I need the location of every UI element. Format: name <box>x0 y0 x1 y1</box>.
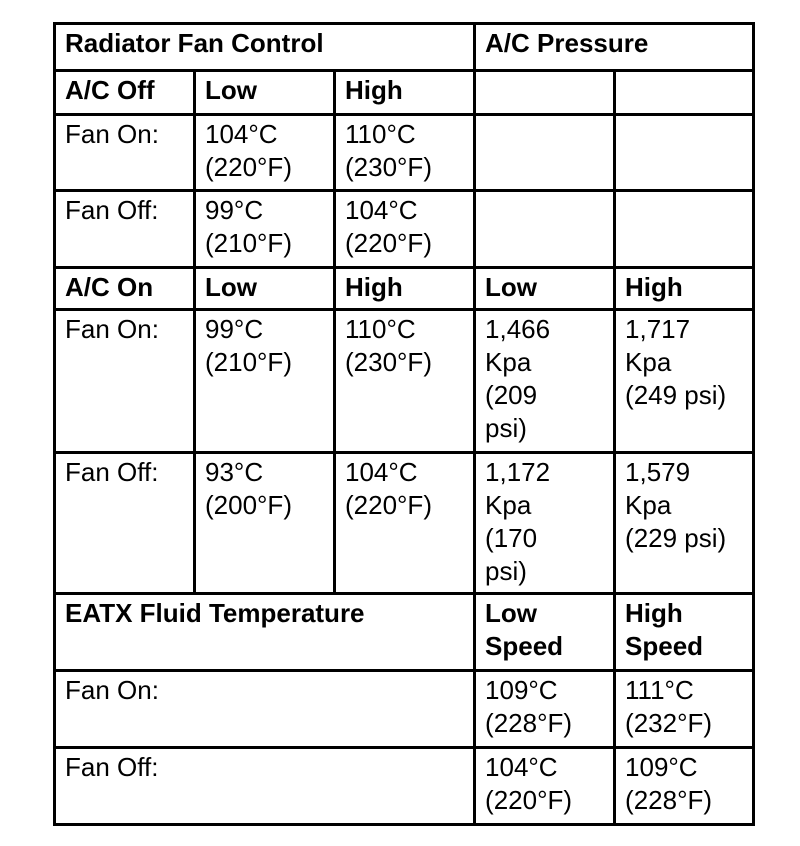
ac-on-fan-off-low-value: 93°C (200°F) <box>195 453 335 594</box>
ac-on-fan-off-high-value: 104°C (220°F) <box>335 453 475 594</box>
pressure-high-heading: High <box>615 268 754 310</box>
eatx-fan-on-row <box>55 671 754 748</box>
fan-off-pressure-low-value: 1,172 Kpa (170 psi) <box>475 453 615 594</box>
ac-off-high-heading: High <box>335 71 475 115</box>
row-label: Fan On: <box>55 671 475 748</box>
empty-cell <box>615 115 754 191</box>
ac-off-fan-off-low-value: 99°C (210°F) <box>195 191 335 268</box>
empty-cell <box>615 71 754 115</box>
radiator-fan-control-table <box>53 22 755 826</box>
ac-off-fan-on-high-value: 110°C (230°F) <box>335 115 475 191</box>
ac-off-label: A/C Off <box>55 71 195 115</box>
ac-off-header-row <box>55 71 754 115</box>
table-title-row <box>55 24 754 71</box>
empty-cell <box>475 191 615 268</box>
row-label: Fan On: <box>55 310 195 453</box>
ac-on-high-heading: High <box>335 268 475 310</box>
eatx-header-row <box>55 594 754 671</box>
ac-on-low-heading: Low <box>195 268 335 310</box>
row-label: Fan Off: <box>55 191 195 268</box>
ac-on-label: A/C On <box>55 268 195 310</box>
ac-on-fan-on-row <box>55 310 754 453</box>
low-speed-heading: Low Speed <box>475 594 615 671</box>
ac-on-fan-off-row <box>55 453 754 594</box>
ac-on-fan-on-low-value: 99°C (210°F) <box>195 310 335 453</box>
eatx-fan-off-high-speed-value: 109°C (228°F) <box>615 748 754 825</box>
empty-cell <box>475 71 615 115</box>
eatx-fan-on-low-speed-value: 109°C (228°F) <box>475 671 615 748</box>
ac-off-fan-off-row <box>55 191 754 268</box>
high-speed-heading: High Speed <box>615 594 754 671</box>
row-label: Fan Off: <box>55 453 195 594</box>
eatx-fluid-temperature-heading: EATX Fluid Temperature <box>55 594 475 671</box>
fan-off-pressure-high-value: 1,579 Kpa (229 psi) <box>615 453 754 594</box>
empty-cell <box>475 115 615 191</box>
ac-off-low-heading: Low <box>195 71 335 115</box>
eatx-fan-off-low-speed-value: 104°C (220°F) <box>475 748 615 825</box>
ac-off-fan-off-high-value: 104°C (220°F) <box>335 191 475 268</box>
eatx-fan-on-high-speed-value: 111°C (232°F) <box>615 671 754 748</box>
ac-on-fan-on-high-value: 110°C (230°F) <box>335 310 475 453</box>
ac-on-header-row <box>55 268 754 310</box>
ac-off-fan-on-low-value: 104°C (220°F) <box>195 115 335 191</box>
fan-on-pressure-high-value: 1,717 Kpa (249 psi) <box>615 310 754 453</box>
table-title: Radiator Fan Control <box>55 24 475 71</box>
row-label: Fan Off: <box>55 748 475 825</box>
empty-cell <box>615 191 754 268</box>
pressure-low-heading: Low <box>475 268 615 310</box>
fan-on-pressure-low-value: 1,466 Kpa (209 psi) <box>475 310 615 453</box>
row-label: Fan On: <box>55 115 195 191</box>
ac-pressure-heading: A/C Pressure <box>475 24 754 71</box>
ac-off-fan-on-row <box>55 115 754 191</box>
eatx-fan-off-row <box>55 748 754 825</box>
